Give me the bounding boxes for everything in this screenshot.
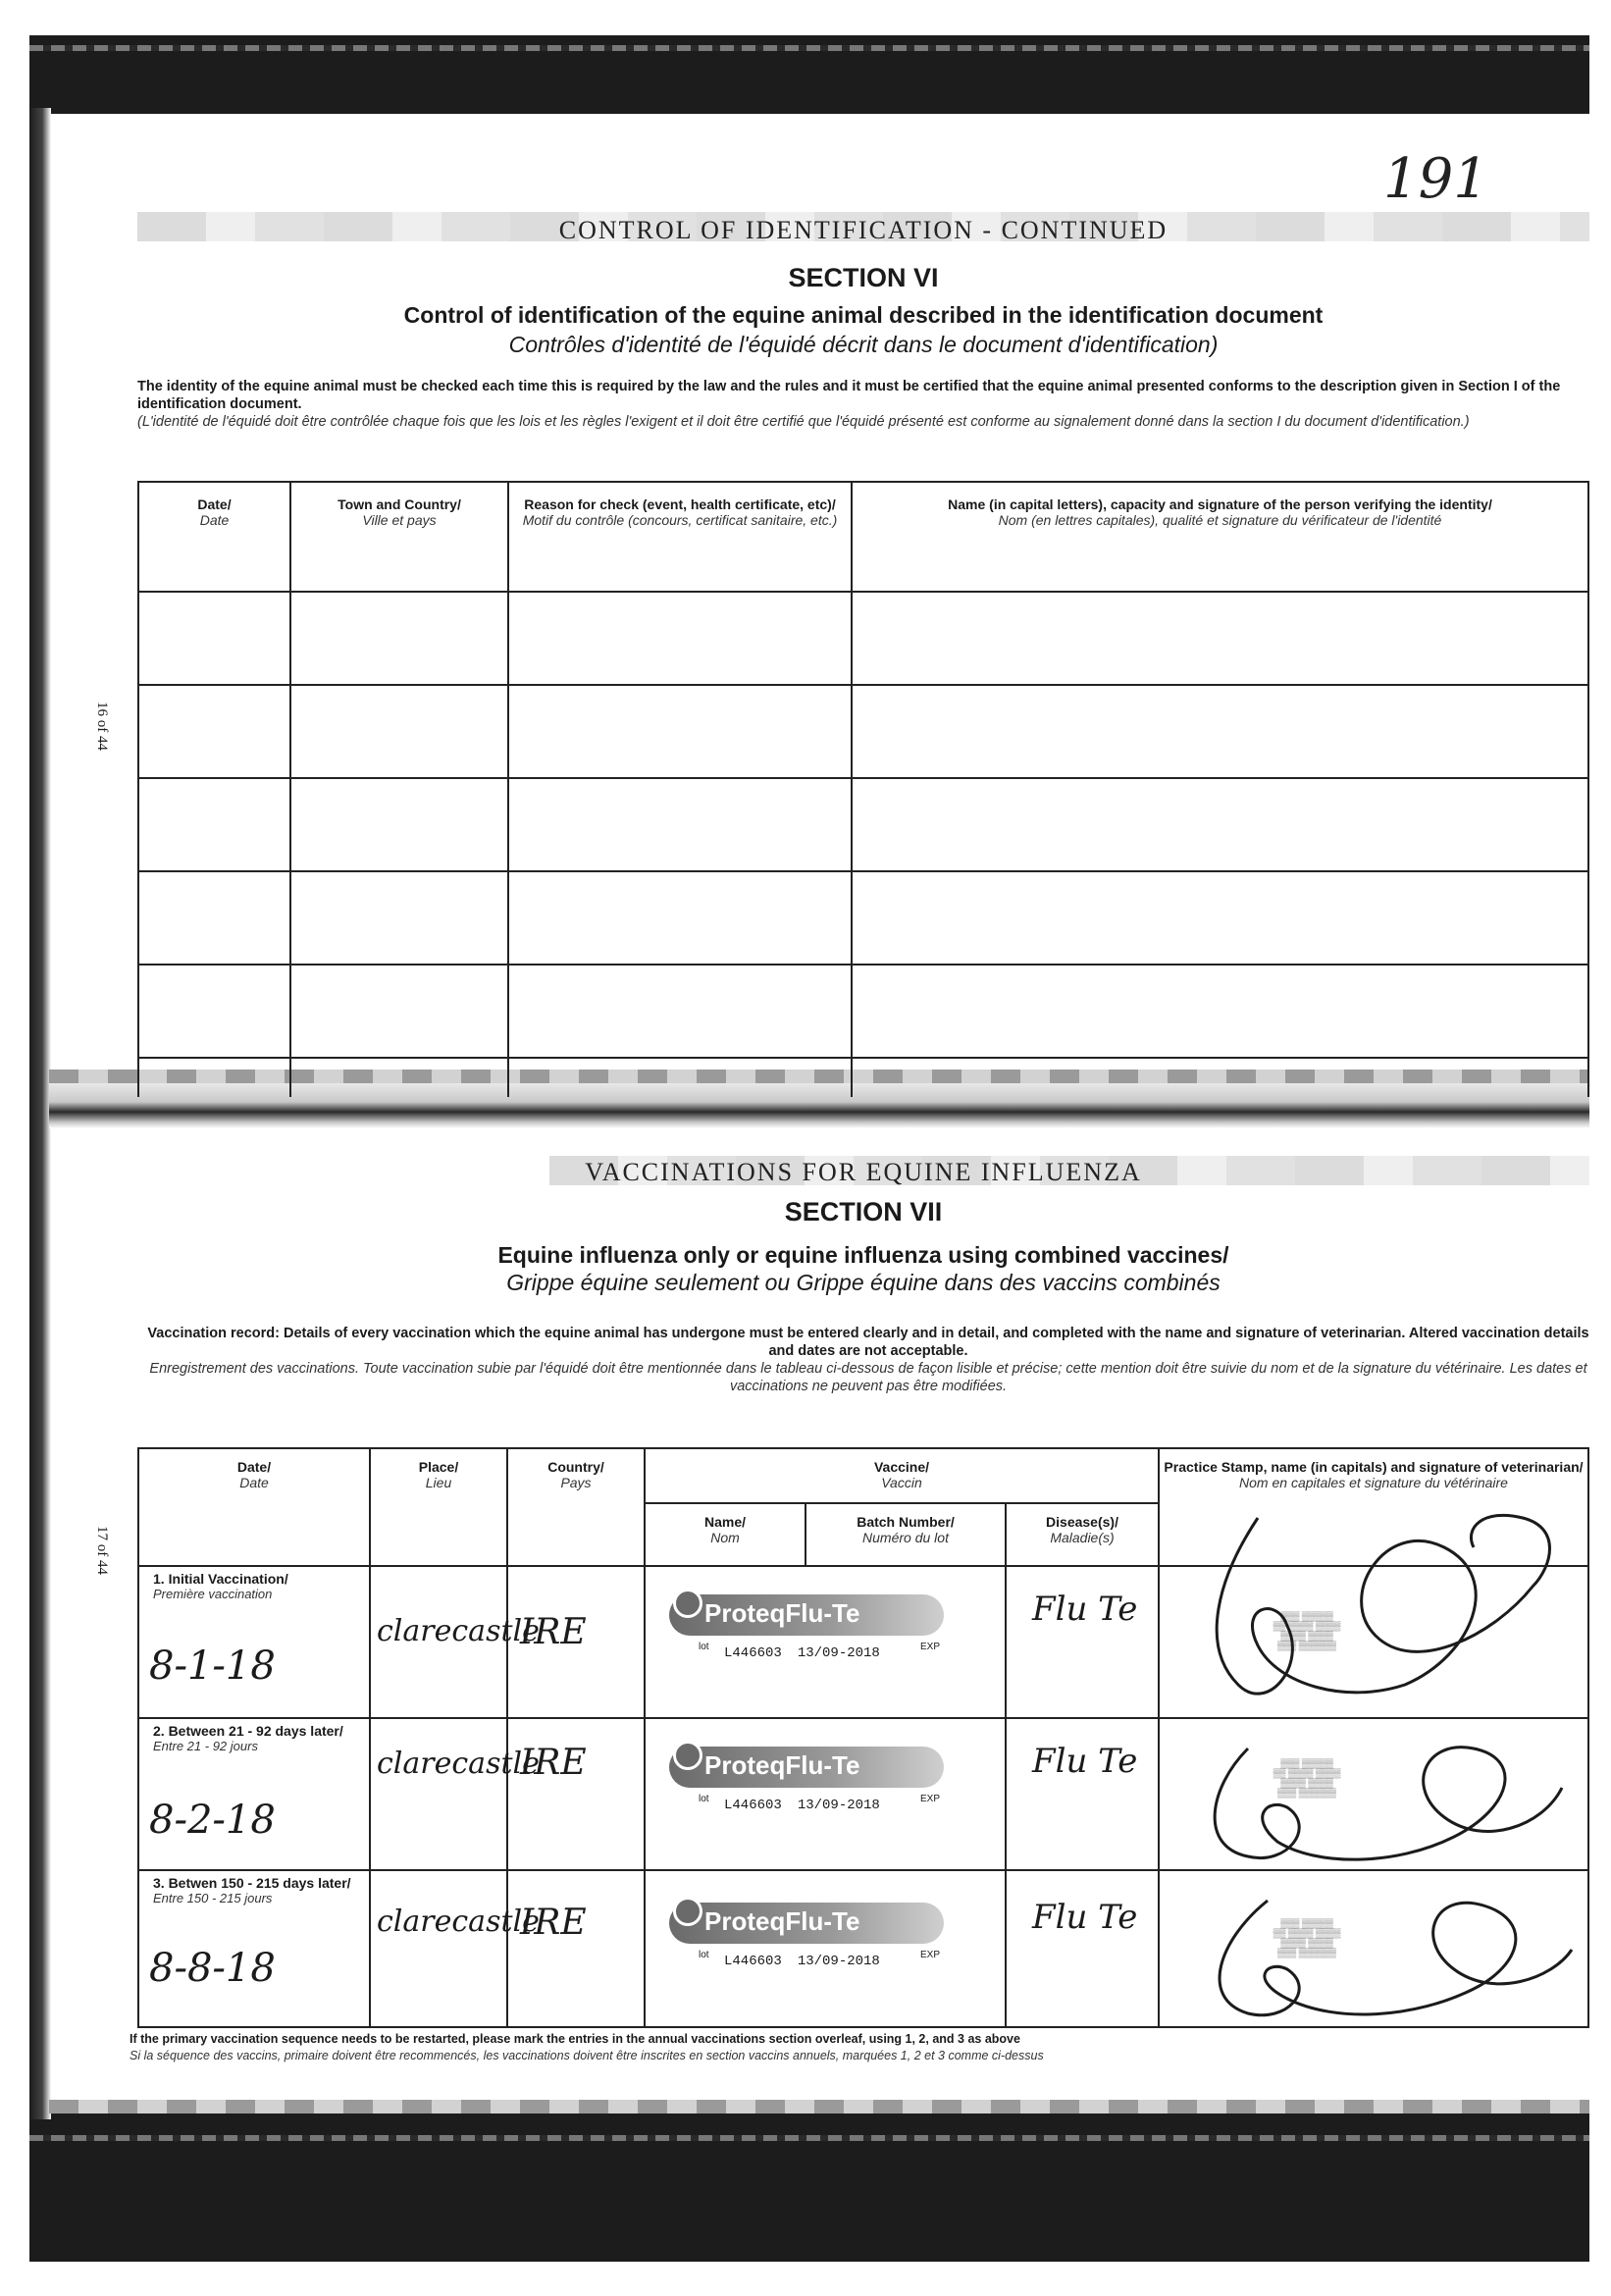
vaccine-name: ProteqFlu-Te bbox=[669, 1903, 944, 1944]
col-place: Place/ Lieu bbox=[370, 1448, 507, 1566]
country-value: IRE bbox=[520, 1903, 587, 1943]
identity-check-table bbox=[137, 481, 1589, 1097]
table-row bbox=[138, 871, 1588, 965]
row-label: 1. Initial Vaccination/ Première vaccination bbox=[153, 1571, 288, 1601]
vet-stamp: ▒▒▒ ▒▒▒▒▒ ▒▒ ▒▒▒▒ ▒▒▒▒ ▒▒▒▒ ▒▒▒▒ ▒▒▒ ▒▒▒▒▒▒ bbox=[1273, 1611, 1341, 1650]
section6-note bbox=[137, 378, 1580, 431]
col-practice-stamp: Practice Stamp, name (in capitals) and signature of veterinarian/ Nom en capitales et signature du vétérinaire bbox=[1159, 1448, 1588, 1566]
section7-subtitle-en: Equine influenza only or equine influenza using combined vaccines/ bbox=[497, 1242, 1229, 1268]
cell[interactable] bbox=[138, 592, 290, 685]
vaccination-table bbox=[137, 1447, 1589, 2028]
vaccination-row-3 bbox=[138, 1870, 1588, 2027]
section7-subtitle-fr: Grippe équine seulement ou Grippe équine dans des vaccins combinés bbox=[506, 1270, 1221, 1295]
cell[interactable] bbox=[508, 685, 852, 778]
col-batch-number: Batch Number/ Numéro du lot bbox=[806, 1503, 1006, 1566]
date-cell[interactable] bbox=[138, 1870, 370, 2027]
vet-signature-3 bbox=[1179, 1881, 1601, 2028]
section7-header: VACCINATIONS FOR EQUINE INFLUENZA bbox=[585, 1158, 1142, 1186]
vaccination-row-2 bbox=[138, 1718, 1588, 1870]
place-value: clarecastle bbox=[377, 1614, 540, 1648]
cell[interactable] bbox=[138, 871, 290, 965]
section7-label: SECTION VII bbox=[784, 1197, 943, 1226]
cell[interactable] bbox=[508, 871, 852, 965]
table-row bbox=[138, 592, 1588, 685]
table-row bbox=[138, 685, 1588, 778]
vaccine-name: ProteqFlu-Te bbox=[669, 1594, 944, 1636]
col-country: Country/ Pays bbox=[507, 1448, 645, 1566]
cell[interactable] bbox=[508, 592, 852, 685]
vaccination-row-1 bbox=[138, 1566, 1588, 1718]
vet-stamp-cell[interactable] bbox=[1159, 1566, 1588, 1718]
section7-footer-en: If the primary vaccination sequence needs to be restarted, please mark the entries in the annual vaccinations section overleaf, using 1, 2, and 3 as above bbox=[130, 2032, 1020, 2046]
section6-subtitle-en: Control of identification of the equine animal described in the identification document bbox=[403, 302, 1324, 328]
scan-border-top bbox=[29, 35, 1589, 114]
col-vaccine-name: Name/ Nom bbox=[645, 1503, 806, 1566]
cell[interactable] bbox=[290, 778, 508, 871]
vet-stamp: ▒▒▒ ▒▒▒▒▒ ▒▒ ▒▒▒▒ ▒▒▒▒ ▒▒▒▒ ▒▒▒▒ ▒▒▒ ▒▒▒▒▒▒ bbox=[1273, 1758, 1341, 1798]
country-cell[interactable] bbox=[507, 1718, 645, 1870]
scan-border-bottom bbox=[29, 2110, 1589, 2262]
col-verifier: Name (in capital letters), capacity and signature of the person verifying the identity/ Nom (en lettres capitales), qualité et signature du vérificateur de l'identité bbox=[852, 482, 1588, 592]
cell[interactable] bbox=[852, 685, 1588, 778]
cell[interactable] bbox=[290, 592, 508, 685]
date-value: 8-8-18 bbox=[149, 1946, 276, 1991]
date-cell[interactable] bbox=[138, 1566, 370, 1718]
place-value: clarecastle bbox=[377, 1747, 540, 1781]
country-cell[interactable] bbox=[507, 1870, 645, 2027]
disease-value: Flu Te bbox=[1032, 1590, 1138, 1629]
table-header-row bbox=[138, 482, 1588, 592]
vaccine-batch: L446603 13/09-2018 bbox=[724, 1798, 880, 1813]
vet-stamp-cell[interactable] bbox=[1159, 1718, 1588, 1870]
table-row bbox=[138, 1058, 1588, 1097]
vaccine-sticker-cell[interactable] bbox=[645, 1718, 1006, 1870]
vaccine-batch: L446603 13/09-2018 bbox=[724, 1954, 880, 1969]
section7-footer-fr: Si la séquence des vaccins, primaire doivent être recommencés, les vaccinations doivent être inscrites en section vaccins annuels, marquées 1, 2 et 3 comme ci-dessus bbox=[130, 2049, 1044, 2062]
row-label: 2. Between 21 - 92 days later/ Entre 21 - 92 jours bbox=[153, 1723, 343, 1753]
section6-note-en: The identity of the equine animal must be checked each time this is required by the law and the rules and it must be certified that the equine animal presented conforms to the description given in Section I of the identification document. bbox=[137, 379, 1561, 412]
cell[interactable] bbox=[508, 965, 852, 1058]
date-value: 8-2-18 bbox=[149, 1798, 276, 1843]
disease-cell[interactable] bbox=[1006, 1718, 1159, 1870]
exp-label: EXP bbox=[920, 1950, 941, 1960]
disease-cell[interactable] bbox=[1006, 1870, 1159, 2027]
disease-value: Flu Te bbox=[1032, 1898, 1138, 1937]
cell[interactable] bbox=[852, 871, 1588, 965]
vet-signature-2 bbox=[1179, 1729, 1601, 1876]
row-label: 3. Betwen 150 - 215 days later/ Entre 150 - 215 jours bbox=[153, 1875, 351, 1905]
vaccine-sticker-cell[interactable] bbox=[645, 1870, 1006, 2027]
country-cell[interactable] bbox=[507, 1566, 645, 1718]
page-left-edge bbox=[29, 108, 51, 2119]
cell[interactable] bbox=[290, 871, 508, 965]
section6-page-label: 16 of 44 bbox=[94, 702, 110, 751]
vaccine-sticker-cell[interactable] bbox=[645, 1566, 1006, 1718]
cell[interactable] bbox=[138, 778, 290, 871]
cell[interactable] bbox=[138, 685, 290, 778]
cell[interactable] bbox=[290, 965, 508, 1058]
cell[interactable] bbox=[852, 1058, 1588, 1097]
col-date: Date/ Date bbox=[138, 482, 290, 592]
section7-note-label: Vaccination record: bbox=[147, 1326, 280, 1341]
col-vaccine: Vaccine/ Vaccin bbox=[645, 1448, 1159, 1503]
cell[interactable] bbox=[852, 965, 1588, 1058]
section7-page-label: 17 of 44 bbox=[94, 1526, 110, 1575]
vet-stamp: ▒▒▒ ▒▒▒▒▒ ▒▒ ▒▒▒▒ ▒▒▒▒ ▒▒▒▒ ▒▒▒▒ ▒▒▒ ▒▒▒▒▒▒ bbox=[1273, 1918, 1341, 1957]
date-value: 8-1-18 bbox=[149, 1644, 276, 1689]
vaccine-sticker bbox=[669, 1903, 944, 1969]
exp-label: EXP bbox=[920, 1642, 941, 1652]
vet-stamp-cell[interactable] bbox=[1159, 1870, 1588, 2027]
section7-note bbox=[147, 1325, 1589, 1395]
col-diseases: Disease(s)/ Maladie(s) bbox=[1006, 1503, 1159, 1566]
lot-label: lot bbox=[699, 1642, 709, 1652]
place-value: clarecastle bbox=[377, 1905, 540, 1939]
section6-note-fr: (L'identité de l'équidé doit être contrôlée chaque fois que les lois et les règles l'exigent et il doit être certifié que l'équidé présenté est conforme au signalement donné dans la section I du document d'identification.) bbox=[137, 414, 1470, 430]
date-cell[interactable] bbox=[138, 1718, 370, 1870]
cell[interactable] bbox=[138, 1058, 290, 1097]
section6-subtitle-fr: Contrôles d'identité de l'équidé décrit dans le document d'identification) bbox=[508, 332, 1219, 357]
col-reason: Reason for check (event, health certificate, etc)/ Motif du contrôle (concours, certificat sanitaire, etc.) bbox=[508, 482, 852, 592]
table-row bbox=[138, 778, 1588, 871]
col-date: Date/ Date bbox=[138, 1448, 370, 1566]
country-value: IRE bbox=[520, 1612, 587, 1652]
handwritten-page-number: 191 bbox=[1383, 147, 1488, 211]
vaccine-name: ProteqFlu-Te bbox=[669, 1747, 944, 1788]
section7-note-en: Details of every vaccination which the equine animal has undergone must be entered clearly and in detail, and completed with the name and signature of veterinarian. Altered vaccination details and dates are not acceptable. bbox=[284, 1326, 1589, 1359]
place-cell[interactable] bbox=[370, 1870, 540, 2027]
section7-note-fr: Enregistrement des vaccinations. Toute vaccination subie par l'équidé doit être mentionnée dans le tableau ci-dessous de façon lisible et précise; cette mention doit être suivie du nom et de la signature du vétérinaire. Les dates et vaccinations ne peuvent pas être modifiées. bbox=[149, 1361, 1587, 1394]
table-row bbox=[138, 965, 1588, 1058]
cell[interactable] bbox=[290, 1058, 508, 1097]
cell[interactable] bbox=[290, 685, 508, 778]
cell[interactable] bbox=[508, 778, 852, 871]
vet-signature-1 bbox=[1179, 1488, 1601, 1724]
lot-label: lot bbox=[699, 1794, 709, 1804]
gutter-strip-bottom bbox=[49, 2100, 1589, 2113]
cell[interactable] bbox=[138, 965, 290, 1058]
vaccine-batch: L446603 13/09-2018 bbox=[724, 1645, 880, 1661]
cell[interactable] bbox=[852, 592, 1588, 685]
cell[interactable] bbox=[508, 1058, 852, 1097]
cell[interactable] bbox=[852, 778, 1588, 871]
place-cell[interactable] bbox=[370, 1566, 540, 1718]
vaccine-sticker bbox=[669, 1594, 944, 1661]
disease-cell[interactable] bbox=[1006, 1566, 1159, 1718]
exp-label: EXP bbox=[920, 1794, 941, 1804]
disease-value: Flu Te bbox=[1032, 1742, 1138, 1781]
lot-label: lot bbox=[699, 1950, 709, 1960]
section6-header: CONTROL OF IDENTIFICATION - CONTINUED bbox=[558, 216, 1169, 244]
country-value: IRE bbox=[520, 1743, 587, 1783]
section6-label: SECTION VI bbox=[788, 263, 939, 292]
vaccine-sticker bbox=[669, 1747, 944, 1813]
col-town-country: Town and Country/ Ville et pays bbox=[290, 482, 508, 592]
place-cell[interactable] bbox=[370, 1718, 540, 1870]
